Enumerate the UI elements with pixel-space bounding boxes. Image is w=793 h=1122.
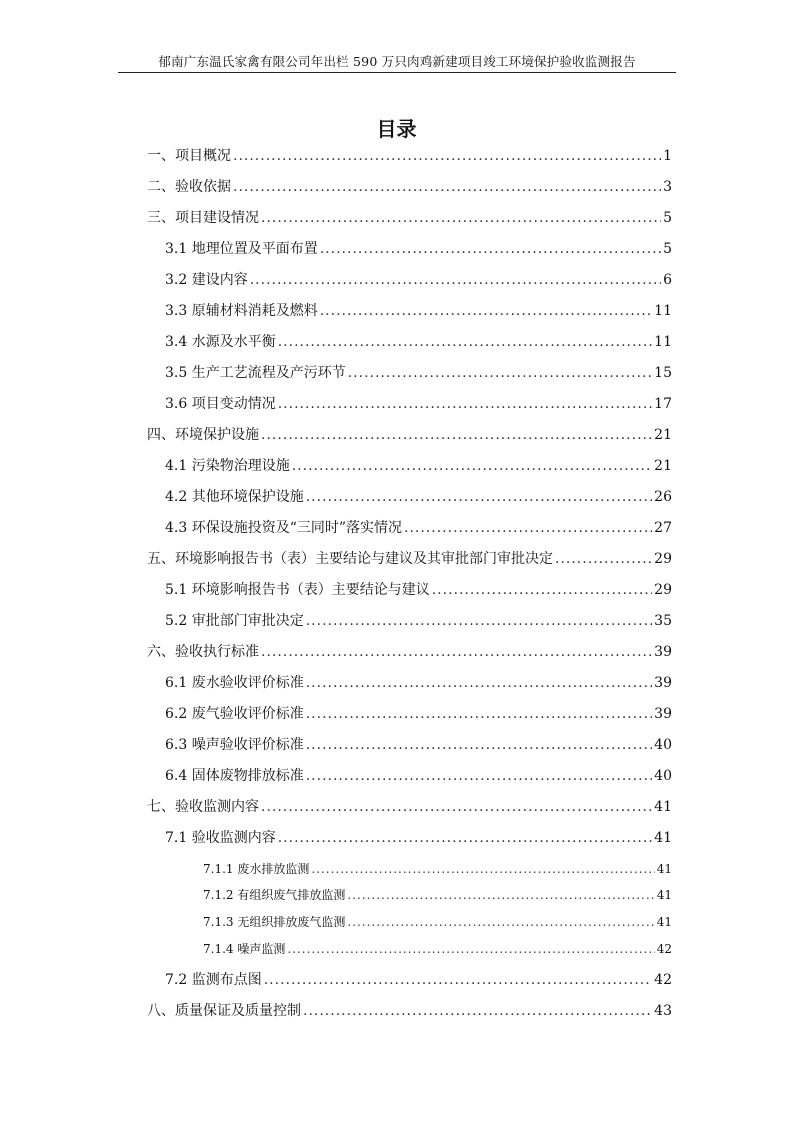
toc-entry-label: 七、验收监测内容: [147, 799, 259, 815]
dot-leader: [261, 210, 661, 226]
toc-entry-label: 5.2 审批部门审批决定: [165, 613, 304, 629]
toc-entry[interactable]: [165, 579, 672, 599]
dot-leader: [292, 458, 652, 474]
dot-leader: [250, 272, 661, 288]
dot-leader: [287, 942, 654, 956]
toc-entry-page: 29: [654, 582, 672, 598]
dot-leader: [404, 520, 652, 536]
dot-leader: [320, 241, 661, 257]
toc-entry[interactable]: [165, 455, 672, 475]
toc-entry-page: 1: [663, 148, 672, 164]
toc-entry[interactable]: [165, 362, 672, 382]
toc-entry[interactable]: [147, 424, 672, 444]
toc-entry[interactable]: [165, 300, 672, 320]
toc-entry-page: 41: [654, 799, 672, 815]
dot-leader: [347, 888, 654, 902]
dot-leader: [278, 396, 652, 412]
dot-leader: [261, 799, 652, 815]
dot-leader: [233, 148, 661, 164]
toc-entry[interactable]: [165, 610, 672, 630]
toc-entry-label: 3.2 建设内容: [165, 272, 248, 288]
toc-entry-label: 4.1 污染物治理设施: [165, 458, 290, 474]
toc-title: 目录: [376, 117, 417, 141]
toc-entry-label: 7.1.4 噪声监测: [203, 942, 286, 956]
toc-entry-page: 11: [654, 303, 672, 319]
toc-entry-label: 四、环境保护设施: [147, 427, 259, 443]
dot-leader: [278, 334, 652, 350]
toc-entry-label: 五、环境影响报告书（表）主要结论与建议及其审批部门审批决定: [147, 551, 553, 567]
dot-leader: [306, 737, 652, 753]
toc-entry-label: 6.2 废气验收评价标准: [165, 706, 304, 722]
toc-entry[interactable]: [147, 796, 672, 816]
dot-leader: [306, 706, 652, 722]
toc-entry-page: 41: [654, 830, 672, 846]
dot-leader: [306, 675, 652, 691]
dot-leader: [306, 613, 652, 629]
header-rule: [118, 72, 676, 73]
toc-entry-label: 一、项目概况: [147, 148, 231, 164]
toc-entry-label: 3.4 水源及水平衡: [165, 334, 276, 350]
toc-entry-label: 6.3 噪声验收评价标准: [165, 737, 304, 753]
toc-entry[interactable]: [165, 486, 672, 506]
toc-entry-page: 6: [663, 272, 672, 288]
toc-entry-label: 六、验收执行标准: [147, 644, 259, 660]
toc-entry[interactable]: [203, 860, 672, 877]
toc-entry-page: 26: [654, 489, 672, 505]
toc-entry[interactable]: [147, 207, 672, 227]
toc-entry-label: 7.2 监测布点图: [165, 972, 262, 988]
toc-entry-label: 7.1 验收监测内容: [165, 830, 276, 846]
toc-entry-page: 5: [663, 241, 672, 257]
toc-entry-label: 7.1.1 废水排放监测: [203, 862, 310, 876]
toc-entry[interactable]: [165, 238, 672, 258]
toc-entry-page: 29: [654, 551, 672, 567]
dot-leader: [555, 551, 652, 567]
toc-entry-page: 39: [654, 706, 672, 722]
toc-entry-page: 21: [654, 427, 672, 443]
toc-entry-page: 35: [654, 613, 672, 629]
toc-entry[interactable]: [165, 331, 672, 351]
dot-leader: [348, 365, 652, 381]
toc-entry[interactable]: [165, 765, 672, 785]
toc-entry[interactable]: [203, 886, 672, 903]
toc-entry-label: 二、验收依据: [147, 179, 231, 195]
toc-entry-page: 43: [654, 1003, 672, 1019]
dot-leader: [233, 179, 661, 195]
dot-leader: [303, 1003, 652, 1019]
dot-leader: [261, 427, 652, 443]
toc-entry-page: 41: [656, 888, 672, 902]
toc-entry[interactable]: [165, 269, 672, 289]
toc-entry-page: 41: [656, 915, 672, 929]
dot-leader: [261, 644, 652, 660]
toc-entry[interactable]: [147, 145, 672, 165]
toc-entry-page: 11: [654, 334, 672, 350]
toc-entry-label: 7.1.2 有组织废气排放监测: [203, 888, 346, 902]
dot-leader: [320, 303, 652, 319]
running-header: 郁南广东温氏家禽有限公司年出栏 590 万只肉鸡新建项目竣工环境保护验收监测报告: [158, 54, 636, 69]
toc-entry[interactable]: [165, 969, 672, 989]
toc-entry[interactable]: [165, 734, 672, 754]
toc-entry[interactable]: [203, 940, 672, 957]
dot-leader: [306, 768, 652, 784]
toc-entry-page: 5: [663, 210, 672, 226]
dot-leader: [278, 830, 652, 846]
toc-entry-label: 三、项目建设情况: [147, 210, 259, 226]
toc-entry-label: 4.3 环保设施投资及“三同时”落实情况: [165, 520, 403, 536]
toc-entry-page: 3: [663, 179, 672, 195]
toc-entry-page: 39: [654, 675, 672, 691]
toc-entry-label: 6.1 废水验收评价标准: [165, 675, 304, 691]
toc-entry-page: 40: [654, 737, 672, 753]
toc-entry-page: 39: [654, 644, 672, 660]
toc-entry-label: 八、质量保证及质量控制: [147, 1003, 301, 1019]
dot-leader: [432, 582, 652, 598]
toc-entry-label: 6.4 固体废物排放标准: [165, 768, 304, 784]
toc-entry-page: 41: [656, 862, 672, 876]
toc-entry-label: 3.6 项目变动情况: [165, 396, 276, 412]
toc-entry-page: 21: [654, 458, 672, 474]
toc-entry-page: 27: [654, 520, 672, 536]
toc-entry[interactable]: [147, 1000, 672, 1020]
toc-entry[interactable]: [165, 703, 672, 723]
toc-entry-label: 7.1.3 无组织排放废气监测: [203, 915, 346, 929]
toc-entry[interactable]: [165, 827, 672, 847]
dot-leader: [264, 972, 652, 988]
toc-entry-page: 17: [654, 396, 672, 412]
dot-leader: [311, 862, 654, 876]
dot-leader: [306, 489, 652, 505]
toc-entry[interactable]: [147, 641, 672, 661]
toc-entry-label: 5.1 环境影响报告书（表）主要结论与建议: [165, 582, 430, 598]
toc-entry-label: 3.1 地理位置及平面布置: [165, 241, 318, 257]
toc-entry[interactable]: [147, 176, 672, 196]
toc-entry-label: 3.5 生产工艺流程及产污环节: [165, 365, 346, 381]
toc-entry-page: 15: [654, 365, 672, 381]
toc-entry[interactable]: [165, 393, 672, 413]
toc-entry-page: 40: [654, 768, 672, 784]
toc-entry-page: 42: [656, 942, 672, 956]
dot-leader: [347, 915, 654, 929]
toc-entry[interactable]: [147, 548, 672, 568]
toc-entry[interactable]: [203, 913, 672, 930]
toc-entry-label: 3.3 原辅材料消耗及燃料: [165, 303, 318, 319]
toc-entry-page: 42: [654, 972, 672, 988]
toc-entry[interactable]: [165, 672, 672, 692]
toc-entry-label: 4.2 其他环境保护设施: [165, 489, 304, 505]
toc-entry[interactable]: [165, 517, 672, 537]
